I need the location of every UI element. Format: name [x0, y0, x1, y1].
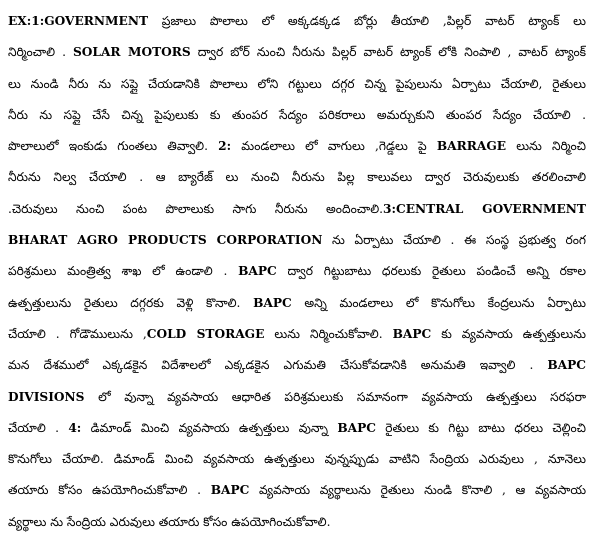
text-line-1: EX:1:GOVERNMENT ప్రజాలు పొలాలు లో అక్కడక్కడ బోర్లు తీయాలి ,పిల్లర్ వాటర్ ట్యాంక్ లు	[8, 14, 586, 28]
text-line-3: లు నుండి నీరు ను సప్లై చేయడానికి పొలాలు లోని గట్టులు దగ్గర చిన్న పైపులును ఏర్పాటు చేయాలి, రైతులు	[8, 76, 586, 91]
text-line-17: వ్యర్థాలు ను సేంద్రియ ఎరువులు తయారు కోసం ఉపయోగించుకోవాలి.	[8, 514, 331, 529]
text-line-4: నీరు ను సప్లై చేసే చిన్న పైపులుకు కు తుంపర సేద్యం పరికరాలు అమర్చుకుని తుంపర సేద్యం చేయాలి .	[8, 107, 586, 122]
text-line-13: DIVISIONS లో వున్నా వ్యవసాయ ఆధారిత పరిశ్రమలుకు సమానంగా వ్యవసాయ ఉత్పత్తులు సరఫరా	[8, 389, 586, 404]
text-line-14: చేయాలి . 4: డిమాండ్ మించి వ్యవసాయ ఉత్పత్తులు వున్నా BAPC రైతులు కు గిట్టు బాటు ధరలు చెల్లించి	[8, 420, 586, 435]
text-line-8: BHARAT AGRO PRODUCTS CORPORATION ను ఏర్పాటు చేయాలి . ఈ సంస్థ ప్రభుత్వ రంగ	[8, 233, 586, 248]
text-line-12: మన దేశములో ఎక్కడకైన విదేశాలలో ఎక్కడకైన ఎగుమతి చేసుకోవడానికి అనుమతి ఇవ్వాలి . BAPC	[8, 358, 586, 373]
text-line-6: నీరును నిల్వ చేయాలి . ఆ బ్యారేజ్ లు నుంచి నీరును పిల్ల కాలువలు ద్వార చెరువులుకు తరలించాలి	[8, 170, 586, 185]
text-line-5: పొలాలులో ఇంకుడు గుంతలు తివ్వాలి. 2: మండలాలు లో వాగులు ,గెడ్డలు పై BARRAGE లును నిర్మించి	[8, 139, 586, 154]
text-line-15: కొనుగోలు చేయాలి. డిమాండ్ మించి వ్యవసాయ ఉత్పత్తులు వున్నప్పుడు వాటిని సేంద్రియ ఎరువులు , నూనెలు	[8, 452, 586, 467]
text-line-11: చేయాలి . గోడౌములును ,COLD STORAGE లును నిర్మించుకోవాలి. BAPC కు వ్యవసాయ ఉత్పత్తులును	[8, 326, 586, 341]
text-line-7: .చెరువులు నుంచి పంట పొలాలుకు సాగు నీరును అందించాలి.3:CENTRAL GOVERNMENT	[8, 201, 586, 216]
text-line-10: ఉత్పత్తులును రైతులు దగ్గరకు వెళ్లి కొనాలి. BAPC అన్ని మండలాలు లో కొనుగోలు కేంద్రలును ఏర్పాటు	[8, 295, 586, 310]
text-line-9: పరిశ్రమలు మంత్రిత్వ శాఖ లో ఉండాలి . BAPC ద్వార గిట్టుబాటు ధరలుకు రైతులు పండించే అన్ని రకాల	[8, 264, 586, 279]
text-line-16: తయారు కోసం ఉపయోగించుకోవాలి . BAPC వ్యవసాయ వ్యర్థాలును రైతులు నుండి కొనాలి , ఆ వ్యవసాయ	[8, 483, 586, 498]
text-line-2: నిర్మించాలి . SOLAR MOTORS ద్వార బోర్ నుంచి నీరును పిల్లర్ వాటర్ ట్యాంక్ లోకి నింపాలి , వాటర్ ట్యాంక్	[8, 45, 586, 60]
